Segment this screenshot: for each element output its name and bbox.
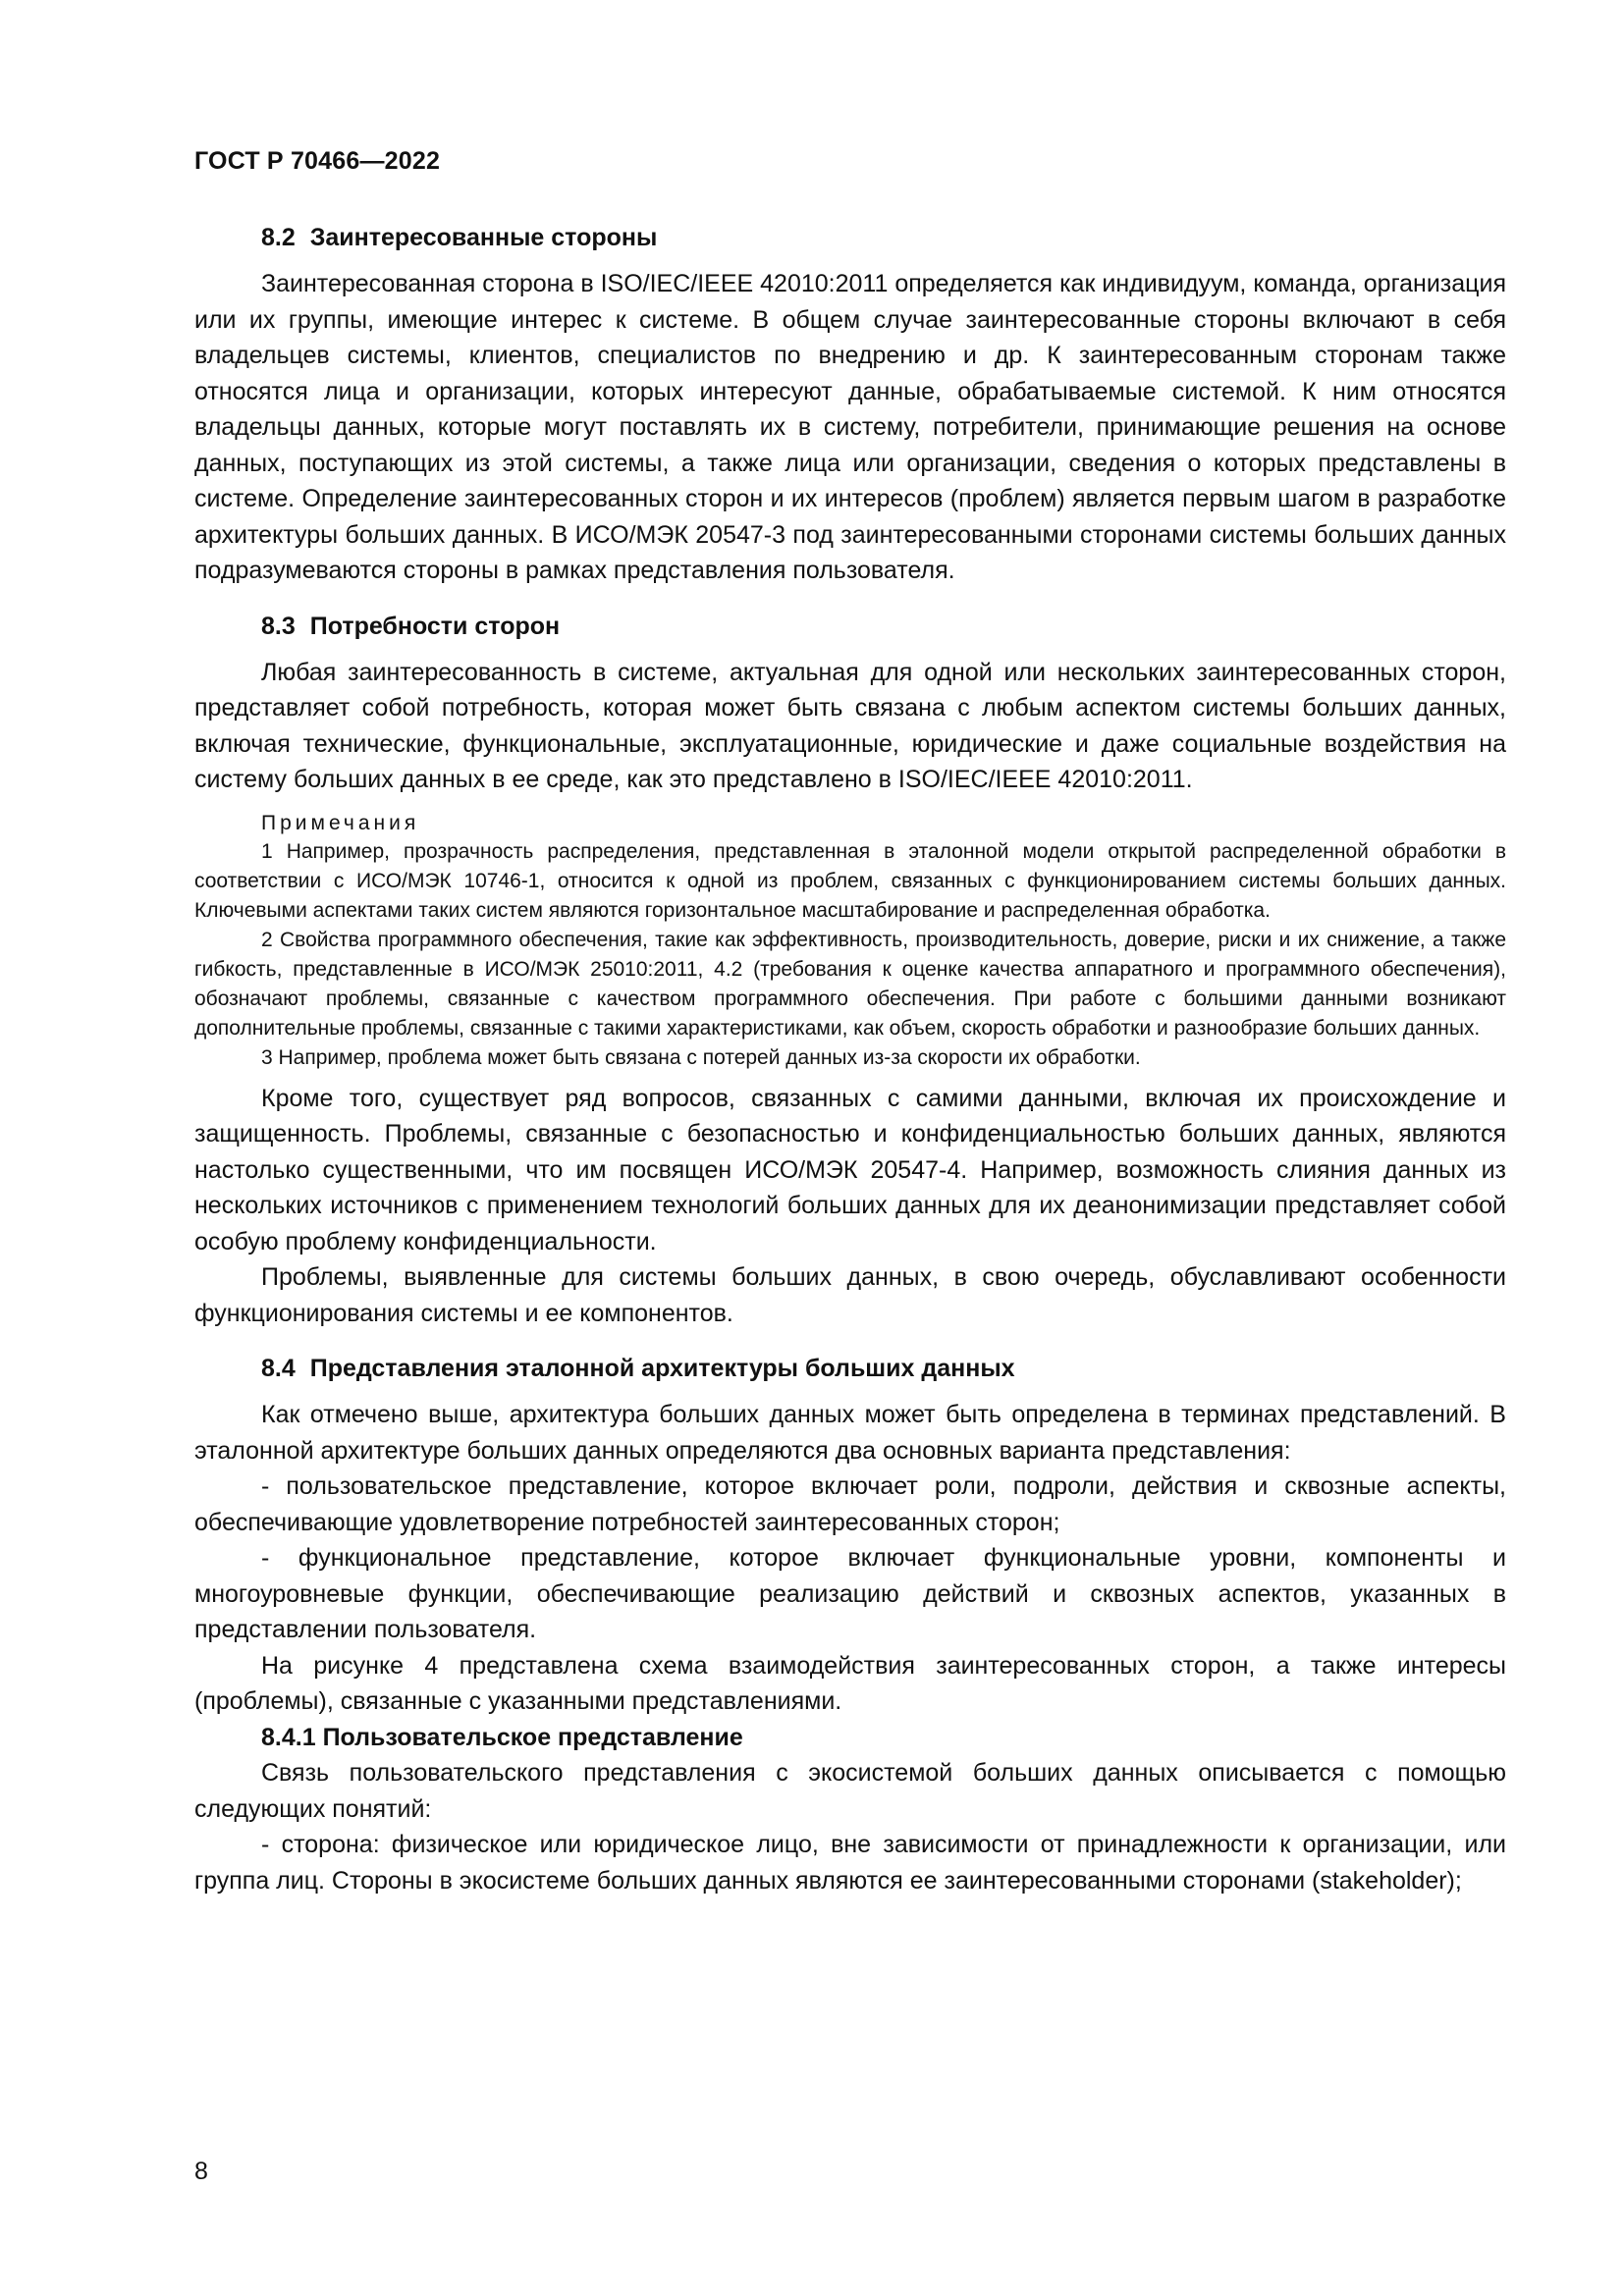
section-8-3-heading (194, 613, 1506, 641)
running-header: ГОСТ Р 70466—2022 (194, 147, 441, 175)
section-number: 8.4 (261, 1355, 296, 1382)
section-8-4-heading (194, 1355, 1506, 1383)
paragraph: Связь пользовательского представления с экосистемой больших данных описывается с помощью следующих понятий: (194, 1759, 1506, 1823)
paragraph: Кроме того, существует ряд вопросов, связанных с самими данными, включая их происхождение и защищенность. Проблемы, связанные с безопасностью и конфиденциальностью больших данных, являются настолько существенными, что им посвящен ИСО/МЭК 20547-4. Например, возможность слияния данных из нескольких источников с применением технологий больших данных для их деанонимизации представляет собой особую проблему конфиденциальности. (194, 1084, 1506, 1255)
notes-title: Примечания (261, 811, 420, 834)
paragraph: На рисунке 4 представлена схема взаимодействия заинтересованных сторон, а также интересы (проблемы), связанные с указанными представлениями. (194, 1651, 1506, 1715)
note-1: 1 Например, прозрачность распределения, представленная в эталонной модели открытой распределенной обработки в соответствии с ИСО/МЭК 10746-1, относится к одной из проблем, связанных с функционированием системы больших данных. Ключевыми аспектами таких систем являются горизонтальное масштабирование и распределенная обработка. (194, 839, 1506, 922)
list-item: - сторона: физическое или юридическое лицо, вне зависимости от принадлежности к организации, или группа лиц. Стороны в экосистеме больших данных являются ее заинтересованными сторонами (stakeholder); (194, 1831, 1506, 1895)
section-title: Пользовательское представление (322, 1723, 743, 1751)
paragraph: Заинтересованная сторона в ISO/IEC/IEEE 42010:2011 определяется как индивидуум, команда, организация или их группы, имеющие интерес к системе. В общем случае заинтересованные стороны включают в себя владельцев системы, клиентов, специалистов по внедрению и др. К заинтересованным сторонам также относятся лица и организации, которых интересуют данные, обрабатываемые системой. К ним относятся владельцы данных, которые могут поставлять их в систему, потребители, принимающие решения на основе данных, поступающих из этой системы, а также лица или организации, сведения о которых представлены в системе. Определение заинтересованных сторон и их интересов (проблем) является первым шагом в разработке архитектуры больших данных. В ИСО/МЭК 20547-3 под заинтересованными сторонами системы больших данных подразумеваются стороны в рамках представления пользователя. (194, 270, 1506, 584)
section-title: Представления эталонной архитектуры больших данных (309, 1355, 1015, 1382)
note-2: 2 Свойства программного обеспечения, такие как эффективность, производительность, доверие, риски и их снижение, а также гибкость, представленные в ИСО/МЭК 25010:2011, 4.2 (требования к оценке качества аппаратного и программного обеспечения), обозначают проблемы, связанные с качеством программного обеспечения. При работе с большими данными возникают дополнительные проблемы, связанные с такими характеристиками, как объем, скорость обработки и разнообразие больших данных. (194, 928, 1506, 1040)
section-title: Заинтересованные стороны (309, 224, 658, 251)
paragraph: Любая заинтересованность в системе, актуальная для одной или нескольких заинтересованных сторон, представляет собой потребность, которая может быть связана с любым аспектом системы больших данных, включая технические, функциональные, эксплуатационные, юридические и даже социальные воздействия на систему больших данных в ее среде, как это представлено в ISO/IEC/IEEE 42010:2011. (194, 658, 1506, 793)
page-content (194, 224, 1506, 1898)
section-number: 8.2 (261, 224, 296, 251)
section-number: 8.4.1 (261, 1723, 316, 1751)
section-8-2-heading (194, 224, 1506, 252)
section-8-4-1-heading (194, 1720, 1506, 1756)
note-3: 3 Например, проблема может быть связана с потерей данных из-за скорости их обработки. (261, 1045, 1141, 1069)
paragraph: Как отмечено выше, архитектура больших данных может быть определена в терминах представлений. В эталонной архитектуре больших данных определяются два основных варианта представления: (194, 1401, 1506, 1465)
section-title: Потребности сторон (309, 612, 561, 640)
page-number: 8 (194, 2158, 208, 2185)
section-number: 8.3 (261, 612, 296, 640)
list-item: - функциональное представление, которое включает функциональные уровни, компоненты и многоуровневые функции, обеспечивающие реализацию действий и сквозных аспектов, указанных в представлении пользователя. (194, 1544, 1506, 1643)
list-item: - пользовательское представление, которое включает роли, подроли, действия и сквозные аспекты, обеспечивающие удовлетворение потребностей заинтересованных сторон; (194, 1472, 1506, 1536)
paragraph: Проблемы, выявленные для системы больших данных, в свою очередь, обуславливают особенности функционирования системы и ее компонентов. (194, 1263, 1506, 1327)
